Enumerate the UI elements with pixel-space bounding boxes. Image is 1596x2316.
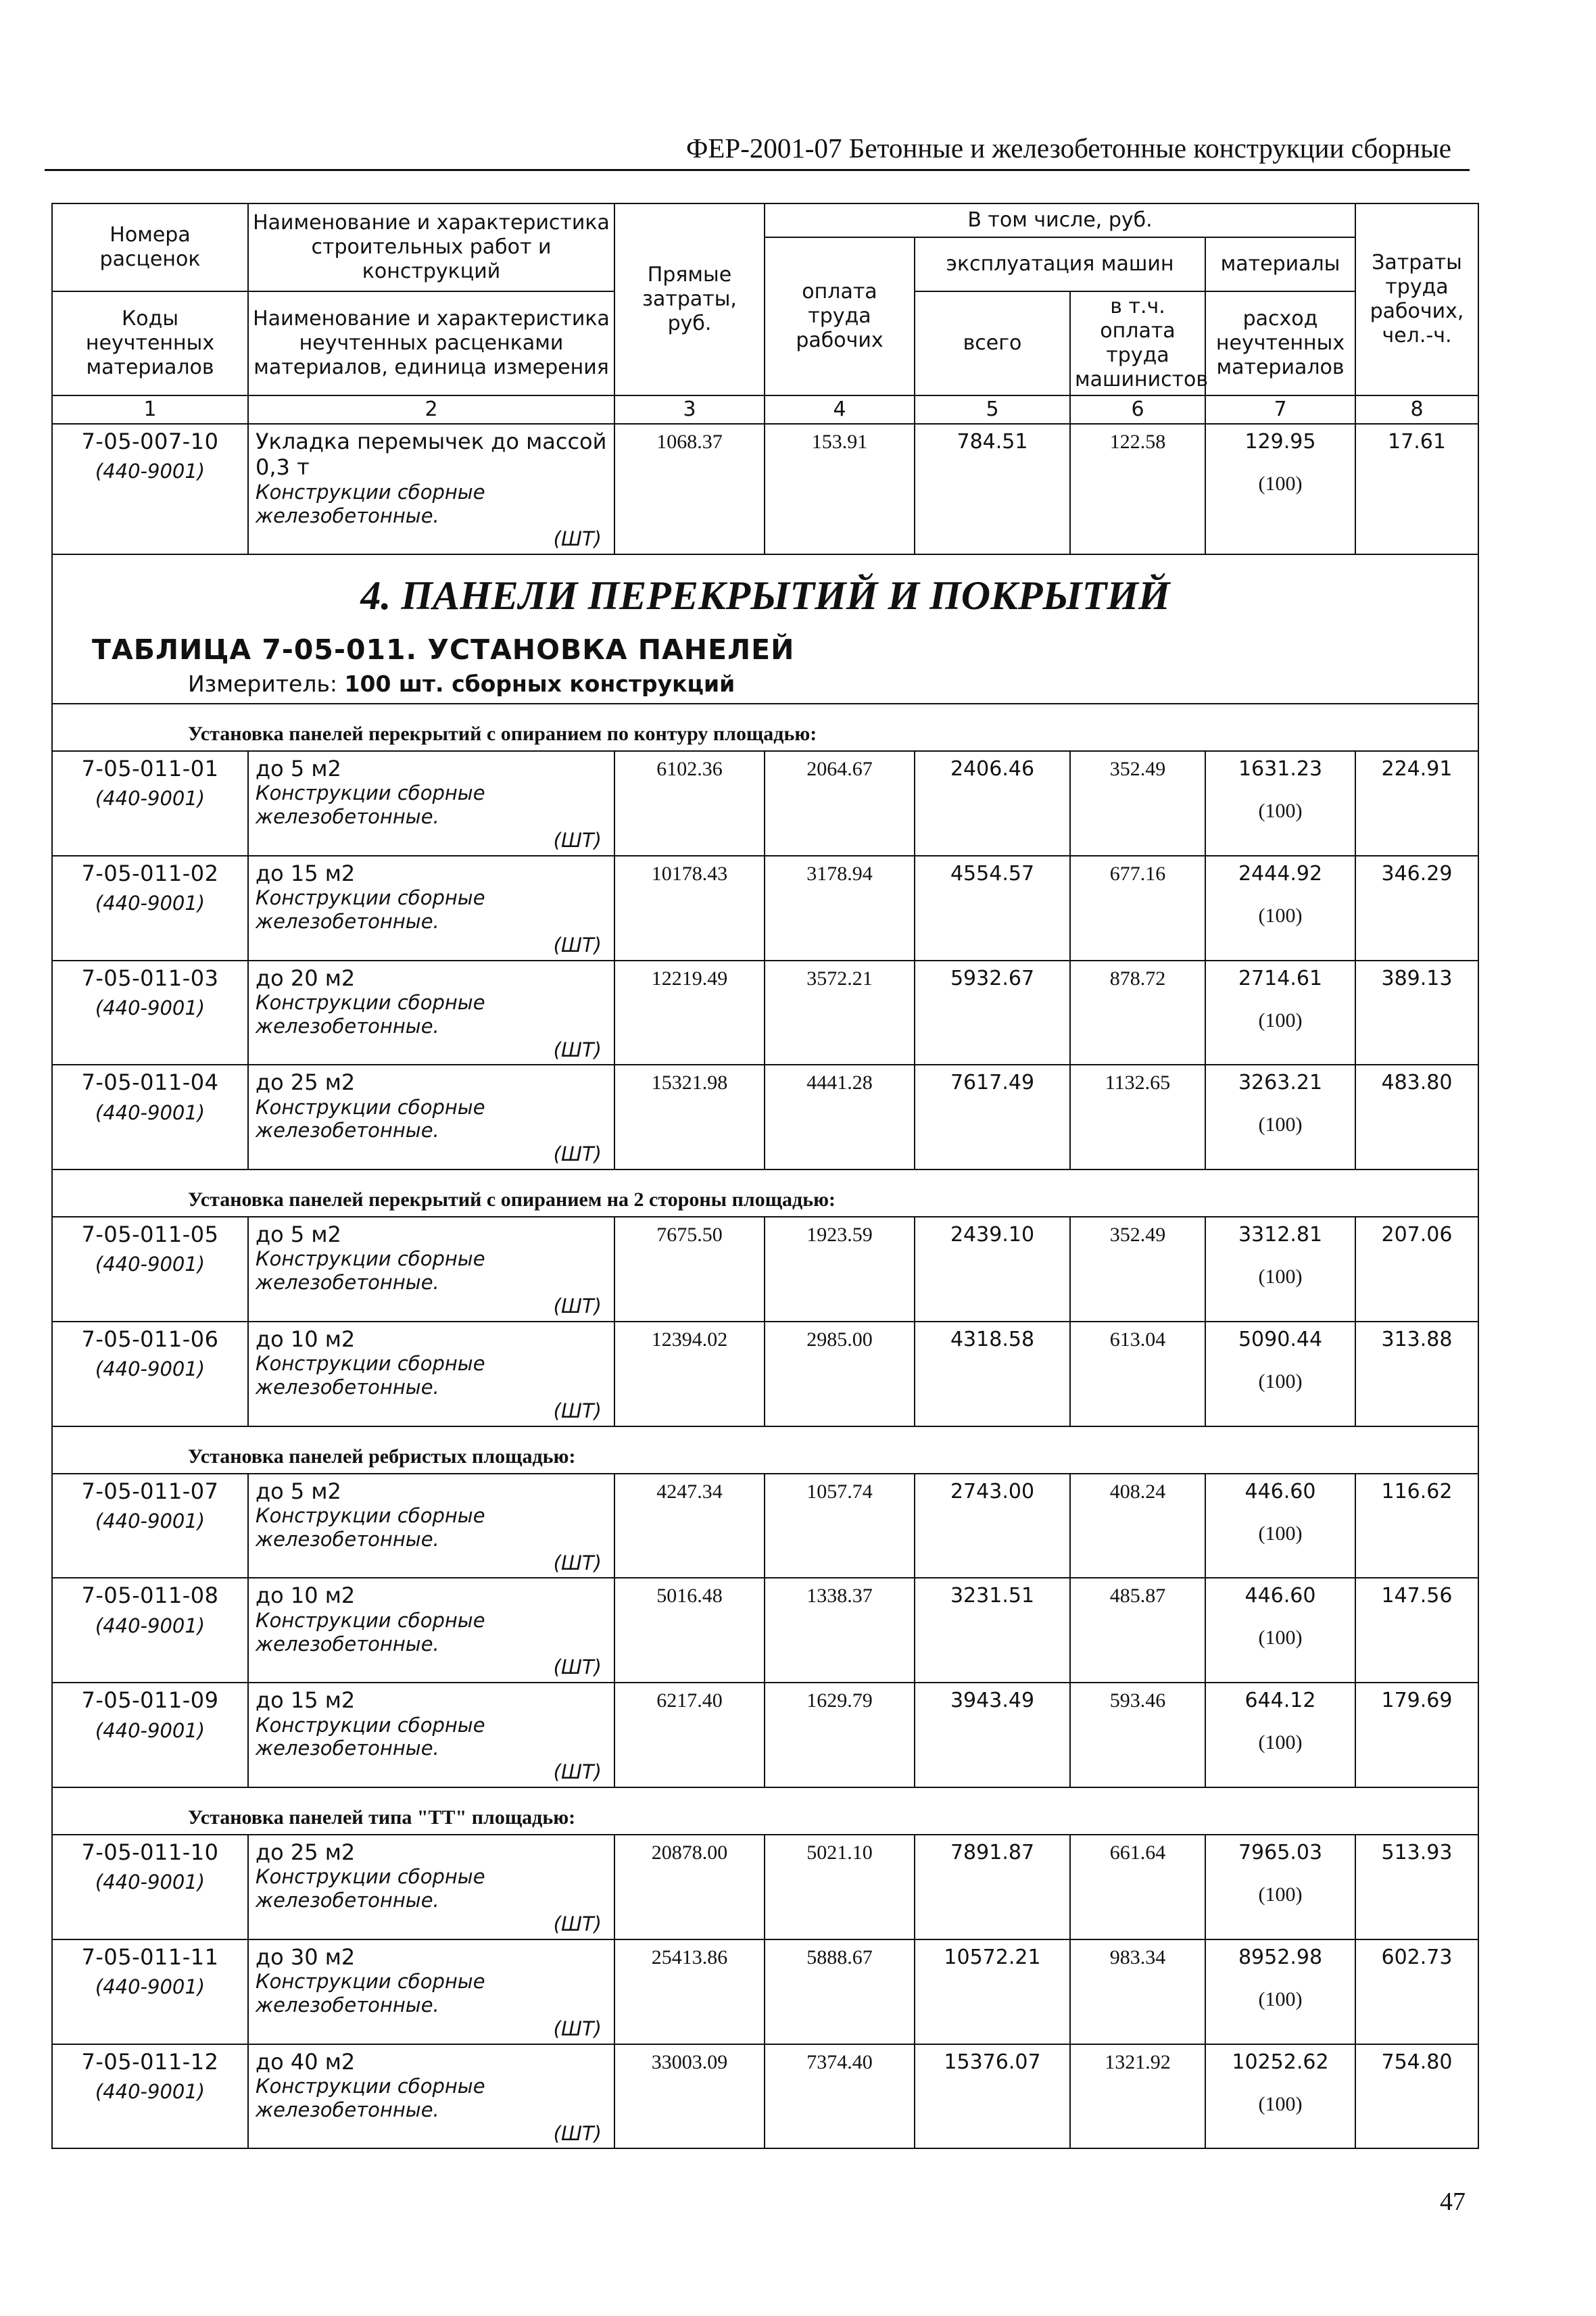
work-name-cell: [248, 1065, 614, 1169]
materials-cost: 5090.44: [1238, 1327, 1323, 1351]
table-row: [52, 1578, 1478, 1683]
unaccounted-consumption: (100): [1258, 1987, 1303, 2010]
labor-costs: 17.61: [1355, 424, 1478, 554]
materials-cost: 446.60: [1244, 1584, 1316, 1608]
unaccounted-consumption: (100): [1258, 2092, 1303, 2115]
materials-cell: [1205, 1474, 1355, 1578]
table-row: [52, 961, 1478, 1065]
material-name: Конструкции сборные железобетонные.: [256, 2074, 485, 2121]
unit-of-measure: (ШТ): [553, 2121, 602, 2145]
material-code: (440-9001): [95, 1357, 205, 1381]
section-title: 4. ПАНЕЛИ ПЕРЕКРЫТИЙ И ПОКРЫТИЙ: [360, 573, 1170, 619]
table-row: [52, 1835, 1478, 1939]
rate-code: 7-05-011-12: [81, 2048, 219, 2075]
machines-total: 3231.51: [915, 1578, 1070, 1683]
measure: [188, 671, 1471, 698]
worker-pay: 3178.94: [765, 856, 915, 961]
direct-costs: 4247.34: [614, 1474, 765, 1578]
direct-costs: 12394.02: [614, 1322, 765, 1426]
materials-cost: 1631.23: [1238, 756, 1323, 781]
work-name-cell: [248, 1578, 614, 1683]
unit-of-measure: (ШТ): [553, 1399, 602, 1422]
table-row: [52, 1683, 1478, 1787]
work-name: до 10 м2: [256, 1326, 356, 1352]
table-row: [52, 1065, 1478, 1169]
table-row: [52, 1217, 1478, 1322]
group-title: Установка панелей перекрытий с опиранием по контуру площадью:: [52, 704, 1478, 751]
material-code: (440-9001): [95, 996, 205, 1019]
header-name-unaccounted: Наименование и характеристика неучтенных расценками материалов, единица измерения: [248, 291, 614, 395]
group-row: [52, 1787, 1478, 1835]
worker-pay: 7374.40: [765, 2044, 915, 2149]
machinist-pay: 878.72: [1070, 961, 1205, 1065]
work-name: до 25 м2: [256, 1069, 356, 1096]
material-code: (440-9001): [95, 1101, 205, 1124]
rate-code: 7-05-011-08: [81, 1583, 219, 1609]
unaccounted-consumption: (100): [1258, 904, 1303, 927]
material-code: (440-9001): [95, 1614, 205, 1637]
direct-costs: 6102.36: [614, 751, 765, 856]
rate-code-cell: [52, 1217, 248, 1322]
column-number: 1: [52, 395, 248, 424]
header-rate-numbers: Номера расценок: [52, 203, 248, 291]
rate-code: 7-05-011-03: [81, 965, 219, 991]
work-name-cell: [248, 1939, 614, 2044]
machinist-pay: 352.49: [1070, 751, 1205, 856]
work-name: до 5 м2: [256, 1222, 341, 1248]
unaccounted-consumption: (100): [1258, 1522, 1303, 1545]
worker-pay: 5021.10: [765, 1835, 915, 1939]
header-unaccounted-consumption: расход неучтенных материалов: [1205, 291, 1355, 395]
material-name: Конструкции сборные железобетонные.: [256, 886, 485, 933]
work-name: до 40 м2: [256, 2048, 356, 2075]
table-row: [52, 2044, 1478, 2149]
materials-cell: [1205, 1217, 1355, 1322]
direct-costs: 25413.86: [614, 1939, 765, 2044]
unit-of-measure: (ШТ): [553, 1551, 602, 1574]
unit-of-measure: (ШТ): [553, 1656, 602, 1679]
unit-of-measure: (ШТ): [553, 527, 602, 551]
labor-costs: 602.73: [1355, 1939, 1478, 2044]
machinist-pay: 661.64: [1070, 1835, 1205, 1939]
work-name: до 30 м2: [256, 1944, 356, 1970]
rate-code-cell: [52, 1835, 248, 1939]
material-name: Конструкции сборные железобетонные.: [256, 1247, 485, 1295]
material-code: (440-9001): [95, 1871, 205, 1894]
material-code: (440-9001): [95, 2079, 205, 2103]
labor-costs: 389.13: [1355, 961, 1478, 1065]
work-name: до 25 м2: [256, 1839, 356, 1865]
work-name-cell: [248, 1835, 614, 1939]
materials-cell: [1205, 1065, 1355, 1169]
worker-pay: 4441.28: [765, 1065, 915, 1169]
labor-costs: 313.88: [1355, 1322, 1478, 1426]
rate-code: 7-05-011-06: [81, 1326, 219, 1352]
material-code: (440-9001): [95, 787, 205, 811]
rate-code-cell: [52, 2044, 248, 2149]
header-machinist-pay: в т.ч. оплата труда машинистов: [1070, 291, 1205, 395]
materials-cell: [1205, 751, 1355, 856]
materials-cost: 644.12: [1244, 1689, 1316, 1713]
rate-code-cell: [52, 751, 248, 856]
unit-of-measure: (ШТ): [553, 1038, 602, 1061]
materials-cost: 2444.92: [1238, 861, 1323, 886]
unit-of-measure: (ШТ): [553, 828, 602, 852]
measure-label: Измеритель:: [188, 671, 338, 698]
material-code: (440-9001): [95, 1975, 205, 1999]
worker-pay: 5888.67: [765, 1939, 915, 2044]
column-numbers-row: [52, 395, 1478, 424]
unaccounted-consumption: (100): [1258, 1731, 1303, 1754]
materials-cell: [1205, 1578, 1355, 1683]
machinist-pay: 677.16: [1070, 856, 1205, 961]
materials-cost: 2714.61: [1238, 966, 1323, 990]
direct-costs: 33003.09: [614, 2044, 765, 2149]
unaccounted-consumption: (100): [1258, 1113, 1303, 1136]
materials-cell: [1205, 961, 1355, 1065]
machinist-pay: 352.49: [1070, 1217, 1205, 1322]
work-name-cell: [248, 1322, 614, 1426]
rate-code: 7-05-011-04: [81, 1069, 219, 1096]
materials-cost: 3263.21: [1238, 1071, 1323, 1095]
work-name-cell: [248, 1217, 614, 1322]
materials-cell: [1205, 1683, 1355, 1787]
work-name: до 5 м2: [256, 1478, 341, 1504]
header-rule: [45, 169, 1470, 171]
machines-total: 784.51: [915, 424, 1070, 554]
rate-code-cell: [52, 424, 248, 554]
group-title: Установка панелей ребристых площадью:: [52, 1426, 1478, 1474]
column-number: 3: [614, 395, 765, 424]
work-name: до 15 м2: [256, 860, 356, 886]
work-name: до 20 м2: [256, 965, 356, 991]
machines-total: 2406.46: [915, 751, 1070, 856]
rate-code-cell: [52, 961, 248, 1065]
table-row: [52, 1474, 1478, 1578]
column-number: 7: [1205, 395, 1355, 424]
direct-costs: 6217.40: [614, 1683, 765, 1787]
rate-code: 7-05-011-01: [81, 755, 219, 781]
rate-code-cell: [52, 1322, 248, 1426]
unaccounted-consumption: (100): [1258, 799, 1303, 822]
work-name-cell: [248, 961, 614, 1065]
material-code: (440-9001): [95, 892, 205, 915]
material-name: Конструкции сборные железобетонные.: [256, 1608, 485, 1656]
worker-pay: 1057.74: [765, 1474, 915, 1578]
table-row: [52, 856, 1478, 961]
worker-pay: 3572.21: [765, 961, 915, 1065]
header-name-char: Наименование и характеристика строительных работ и конструкций: [248, 203, 614, 291]
labor-costs: 147.56: [1355, 1578, 1478, 1683]
material-code: (440-9001): [95, 1253, 205, 1276]
machines-total: 15376.07: [915, 2044, 1070, 2149]
unit-of-measure: (ШТ): [553, 1912, 602, 1935]
labor-costs: 346.29: [1355, 856, 1478, 961]
direct-costs: 1068.37: [614, 424, 765, 554]
column-number: 2: [248, 395, 614, 424]
unit-of-measure: (ШТ): [553, 933, 602, 957]
unit-of-measure: (ШТ): [553, 2017, 602, 2040]
header-machines: эксплуатация машин: [915, 237, 1205, 291]
materials-cost: 10252.62: [1232, 2050, 1329, 2074]
work-name-cell: [248, 2044, 614, 2149]
machinist-pay: 593.46: [1070, 1683, 1205, 1787]
labor-costs: 513.93: [1355, 1835, 1478, 1939]
machinist-pay: 122.58: [1070, 424, 1205, 554]
material-name: Конструкции сборные железобетонные.: [256, 480, 485, 527]
material-name: Конструкции сборные железобетонные.: [256, 1504, 485, 1551]
page-number: 47: [1440, 2188, 1466, 2216]
work-name-cell: [248, 1683, 614, 1787]
labor-costs: 116.62: [1355, 1474, 1478, 1578]
table-row: [52, 1322, 1478, 1426]
machinist-pay: 408.24: [1070, 1474, 1205, 1578]
work-name-cell: [248, 1474, 614, 1578]
unit-of-measure: (ШТ): [553, 1142, 602, 1166]
material-name: Конструкции сборные железобетонные.: [256, 781, 485, 829]
work-name: до 15 м2: [256, 1687, 356, 1714]
rate-code: 7-05-007-10: [81, 429, 219, 454]
materials-cost: 7965.03: [1238, 1840, 1323, 1864]
labor-costs: 224.91: [1355, 751, 1478, 856]
material-name: Конструкции сборные железобетонные.: [256, 990, 485, 1038]
worker-pay: 1629.79: [765, 1683, 915, 1787]
rate-code: 7-05-011-02: [81, 860, 219, 886]
machines-total: 3943.49: [915, 1683, 1070, 1787]
header-codes-unaccounted: Коды неучтенных материалов: [52, 291, 248, 395]
machines-total: 2439.10: [915, 1217, 1070, 1322]
materials-cost: 3312.81: [1238, 1223, 1323, 1247]
material-name: Конструкции сборные железобетонные.: [256, 1095, 485, 1142]
labor-costs: 754.80: [1355, 2044, 1478, 2149]
worker-pay: 2064.67: [765, 751, 915, 856]
unit-of-measure: (ШТ): [553, 1295, 602, 1318]
machines-total: 4318.58: [915, 1322, 1070, 1426]
work-name-cell: [248, 856, 614, 961]
material-name: Конструкции сборные железобетонные.: [256, 1713, 485, 1760]
materials-cell: [1205, 856, 1355, 961]
rate-code-cell: [52, 1474, 248, 1578]
rate-code-cell: [52, 1939, 248, 2044]
labor-costs: 207.06: [1355, 1217, 1478, 1322]
machinist-pay: 485.87: [1070, 1578, 1205, 1683]
table-row: [52, 424, 1478, 554]
header-materials: материалы: [1205, 237, 1355, 291]
table-title: ТАБЛИЦА 7-05-011. УСТАНОВКА ПАНЕЛЕЙ: [92, 633, 795, 667]
group-title: Установка панелей перекрытий с опиранием на 2 стороны площадью:: [52, 1169, 1478, 1217]
table-row: [52, 751, 1478, 856]
rates-table: [51, 203, 1479, 2149]
unit-of-measure: (ШТ): [553, 1760, 602, 1784]
materials-cost: 8952.98: [1238, 1945, 1323, 1969]
machinist-pay: 983.34: [1070, 1939, 1205, 2044]
material-code: (440-9001): [95, 1510, 205, 1533]
running-title: ФЕР-2001-07 Бетонные и железобетонные конструкции сборные: [686, 132, 1451, 164]
unaccounted-consumption: (100): [1258, 473, 1303, 495]
machines-total: 2743.00: [915, 1474, 1070, 1578]
header-including: В том числе, руб.: [765, 203, 1355, 237]
unaccounted-consumption: (100): [1258, 1626, 1303, 1649]
direct-costs: 12219.49: [614, 961, 765, 1065]
column-number: 8: [1355, 395, 1478, 424]
machines-total: 10572.21: [915, 1939, 1070, 2044]
rate-code: 7-05-011-07: [81, 1478, 219, 1504]
work-name: до 10 м2: [256, 1583, 356, 1609]
rate-code: 7-05-011-10: [81, 1839, 219, 1865]
column-number: 6: [1070, 395, 1205, 424]
worker-pay: 1923.59: [765, 1217, 915, 1322]
machines-total: 7617.49: [915, 1065, 1070, 1169]
labor-costs: 483.80: [1355, 1065, 1478, 1169]
materials-cost: 446.60: [1244, 1479, 1316, 1503]
material-name: Конструкции сборные железобетонные.: [256, 1352, 485, 1399]
labor-costs: 179.69: [1355, 1683, 1478, 1787]
column-number: 4: [765, 395, 915, 424]
work-name: до 5 м2: [256, 755, 341, 781]
machines-total: 4554.57: [915, 856, 1070, 961]
materials-cell: [1205, 1939, 1355, 2044]
header-machines-total: всего: [915, 291, 1070, 395]
rate-code: 7-05-011-09: [81, 1687, 219, 1714]
machines-total: 5932.67: [915, 961, 1070, 1065]
direct-costs: 20878.00: [614, 1835, 765, 1939]
rate-code-cell: [52, 1578, 248, 1683]
worker-pay: 1338.37: [765, 1578, 915, 1683]
rate-code-cell: [52, 1065, 248, 1169]
header-labor: Затраты труда рабочих, чел.-ч.: [1355, 203, 1478, 395]
header-direct-costs: Прямые затраты, руб.: [614, 203, 765, 395]
section-cell: [52, 554, 1478, 704]
materials-cell: [1205, 1322, 1355, 1426]
machinist-pay: 1132.65: [1070, 1065, 1205, 1169]
material-name: Конструкции сборные железобетонные.: [256, 1865, 485, 1912]
machines-total: 7891.87: [915, 1835, 1070, 1939]
work-name-cell: [248, 424, 614, 554]
direct-costs: 7675.50: [614, 1217, 765, 1322]
unaccounted-consumption: (100): [1258, 1883, 1303, 1906]
work-name: Укладка перемычек до массой 0,3 т: [256, 429, 607, 481]
direct-costs: 5016.48: [614, 1578, 765, 1683]
column-number: 5: [915, 395, 1070, 424]
worker-pay: 2985.00: [765, 1322, 915, 1426]
worker-pay: 153.91: [765, 424, 915, 554]
rate-code: 7-05-011-11: [81, 1944, 219, 1970]
materials-cell: [1205, 424, 1355, 554]
machinist-pay: 1321.92: [1070, 2044, 1205, 2149]
rate-code-cell: [52, 856, 248, 961]
materials-cost: 129.95: [1244, 430, 1316, 454]
group-row: [52, 1169, 1478, 1217]
direct-costs: 10178.43: [614, 856, 765, 961]
materials-cell: [1205, 2044, 1355, 2149]
material-name: Конструкции сборные железобетонные.: [256, 1970, 485, 2017]
unaccounted-consumption: (100): [1258, 1370, 1303, 1393]
group-row: [52, 1426, 1478, 1474]
table-row: [52, 1939, 1478, 2044]
material-code: (440-9001): [95, 460, 205, 483]
measure-value: 100 шт. сборных конструкций: [344, 671, 735, 698]
unaccounted-consumption: (100): [1258, 1265, 1303, 1288]
work-name-cell: [248, 751, 614, 856]
direct-costs: 15321.98: [614, 1065, 765, 1169]
machinist-pay: 613.04: [1070, 1322, 1205, 1426]
unaccounted-consumption: (100): [1258, 1009, 1303, 1032]
rate-code: 7-05-011-05: [81, 1222, 219, 1248]
rate-code-cell: [52, 1683, 248, 1787]
materials-cell: [1205, 1835, 1355, 1939]
group-row: [52, 704, 1478, 751]
header-worker-pay: оплата труда рабочих: [765, 237, 915, 395]
material-code: (440-9001): [95, 1718, 205, 1742]
group-title: Установка панелей типа "ТТ" площадью:: [52, 1787, 1478, 1835]
section-row: [52, 554, 1478, 704]
